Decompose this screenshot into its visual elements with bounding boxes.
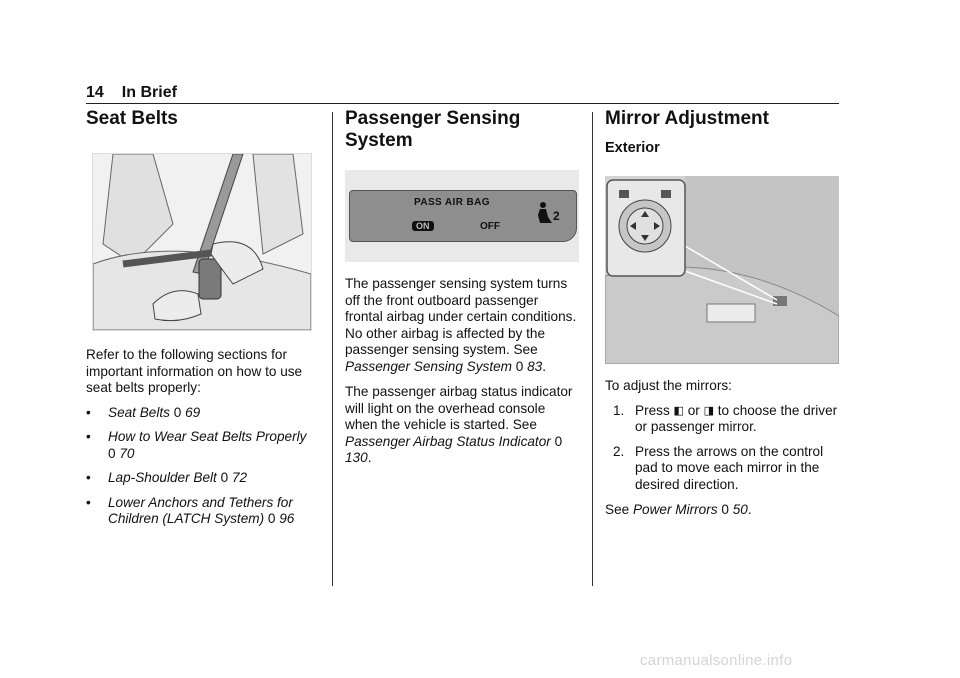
step-number: 2.	[613, 443, 625, 459]
list-item	[86, 470, 318, 487]
indicator-panel	[349, 190, 577, 242]
ref-arrow: 0	[554, 433, 563, 449]
seat-belts-intro: Refer to the following sections for important information on how to use seat belts properly:	[86, 347, 303, 395]
list-item	[605, 403, 841, 436]
on-indicator: ON	[412, 221, 434, 231]
ref-arrow: 0	[173, 404, 182, 420]
mirror-control-image	[605, 176, 839, 364]
latch-system-link[interactable]: Lower Anchors and Tethers for Children (LATCH System)	[108, 494, 293, 526]
passenger-sensing-column	[345, 108, 579, 467]
watermark: carmanualsonline.info	[640, 652, 793, 669]
mirror-adjustment-heading: Mirror Adjustment	[605, 108, 769, 129]
power-mirrors-link[interactable]: Power Mirrors	[632, 502, 718, 517]
ref-arrow: 0	[220, 470, 229, 485]
passenger-sensing-heading	[345, 108, 579, 152]
heading-line-1: Passenger Sensing	[345, 108, 521, 129]
off-indicator: OFF	[480, 221, 500, 232]
paragraph-text: The passenger sensing system turns off the front outboard passenger frontal airbag under certain conditions. No other airbag is affected by the passenger sensing system. See	[345, 276, 577, 357]
see-also	[605, 502, 841, 519]
step-text: Press	[635, 402, 670, 418]
step-text: Press the arrows on the control pad to move each mirror in the desired direction.	[635, 443, 824, 492]
page-ref: 70	[119, 445, 135, 461]
bullet-marker: •	[86, 470, 91, 485]
or-text: or	[687, 402, 700, 418]
wear-seat-belts-link[interactable]: How to Wear Seat Belts Properly	[108, 429, 307, 444]
page-number: 14	[86, 84, 104, 101]
passenger-sensing-paragraph-1	[345, 276, 579, 375]
exterior-subheading: Exterior	[605, 140, 660, 156]
section-title: In Brief	[121, 84, 177, 101]
seat-belts-link[interactable]: Seat Belts	[108, 404, 170, 420]
heading-line-2: System	[345, 130, 413, 151]
period: .	[747, 502, 752, 517]
pass-air-bag-label: PASS AIR BAG	[414, 197, 490, 208]
airbag-indicator-figure	[345, 170, 579, 262]
column-divider-1	[332, 112, 333, 586]
list-item	[605, 444, 841, 494]
bullet-marker: •	[86, 429, 91, 444]
column-divider-2	[592, 112, 593, 586]
page-ref: 69	[185, 404, 201, 420]
mirror-adjustment-column	[605, 108, 841, 519]
seat-number: 2	[553, 209, 560, 223]
airbag-status-indicator-link[interactable]: Passenger Airbag Status Indicator	[345, 433, 551, 449]
left-mirror-icon: ◧	[673, 404, 684, 417]
bullet-marker: •	[86, 494, 91, 510]
page-ref: 50	[732, 502, 748, 517]
period: .	[367, 450, 372, 465]
page-ref: 130	[345, 450, 368, 465]
page-ref: 96	[279, 511, 295, 526]
paragraph-text: The passenger airbag status indicator will light on the overhead console when the vehicle is started. See	[345, 384, 573, 432]
seat-belts-heading: Seat Belts	[86, 108, 178, 129]
period: .	[542, 358, 547, 374]
ref-arrow: 0	[267, 511, 276, 526]
step-number: 1.	[613, 402, 625, 418]
ref-arrow: 0	[515, 358, 524, 374]
bullet-marker: •	[86, 404, 91, 420]
mirror-control-illustration	[605, 176, 839, 364]
lap-shoulder-belt-link[interactable]: Lap-Shoulder Belt	[108, 470, 217, 485]
seat-belt-illustration	[92, 153, 312, 331]
step-text: to choose the driver or passenger mirror.	[635, 402, 838, 434]
mirror-intro: To adjust the mirrors:	[605, 378, 732, 393]
seat-belts-column	[86, 108, 318, 528]
list-item	[86, 429, 318, 462]
list-item	[86, 405, 318, 422]
page-ref: 72	[231, 470, 248, 485]
ref-arrow: 0	[108, 445, 116, 461]
page-header	[86, 84, 177, 102]
right-mirror-icon: ◨	[703, 404, 714, 417]
passenger-sensing-paragraph-2	[345, 384, 579, 467]
see-label: See	[605, 502, 630, 517]
ref-arrow: 0	[721, 502, 729, 517]
passenger-sensing-link[interactable]: Passenger Sensing System	[345, 358, 512, 374]
seat-belt-image	[93, 154, 311, 330]
list-item	[86, 495, 318, 528]
header-rule	[86, 103, 839, 104]
page-ref: 83	[527, 358, 543, 374]
